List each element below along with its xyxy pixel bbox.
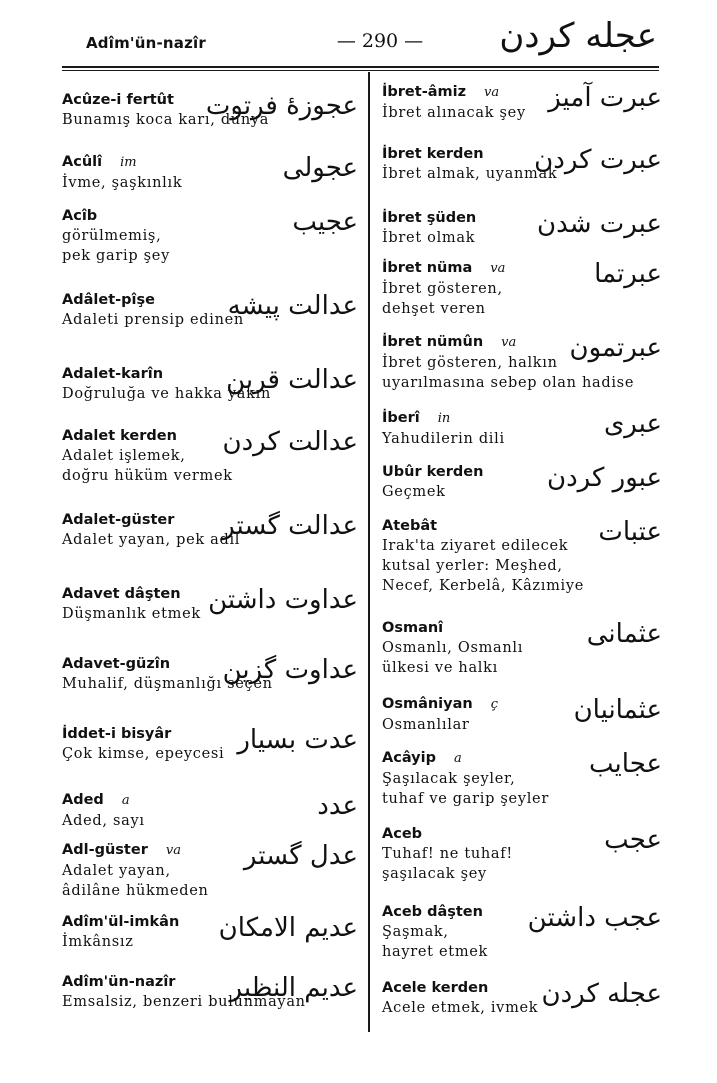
dictionary-entry: [382, 902, 662, 962]
entry-definition-line: Aded, sayı: [62, 813, 145, 829]
dictionary-entry: [382, 208, 662, 248]
headword-text: Osmâniyan: [382, 696, 473, 712]
entry-definition-line: İbret gösteren,: [382, 281, 503, 297]
headword-text: Atebât: [382, 518, 438, 534]
entry-definition-line: şaşılacak şey: [382, 866, 487, 882]
entry-definition-line: Acele etmek, ivmek: [382, 1000, 539, 1016]
dictionary-entry: [382, 462, 662, 502]
dictionary-entry: [62, 584, 362, 624]
headword-text: Osmanî: [382, 620, 444, 636]
part-of-speech: a: [453, 751, 462, 766]
headword-text: Adalet-güster: [62, 512, 175, 528]
arabic-script: عديم الامكان: [218, 913, 358, 943]
headword-text: Adavet-güzîn: [62, 656, 171, 672]
entry-definition-line: dehşet veren: [382, 301, 486, 317]
entry-definition-line: Adaleti prensip edinen: [62, 312, 244, 328]
headword-text: İbret nümûn: [382, 334, 484, 350]
headword-text: İddet-i bisyâr: [62, 726, 172, 742]
arabic-script: عجله كردن: [541, 979, 662, 1009]
arabic-script: عثمانيان: [573, 695, 662, 725]
entry-definition-line: kutsal yerler: Meşhed,: [382, 558, 563, 574]
dictionary-entry: [382, 332, 662, 393]
arabic-script: عدالت كردن: [222, 427, 358, 457]
entry-definition-line: İvme, şaşkınlık: [62, 175, 183, 191]
entry-definition-line: pek garip şey: [62, 248, 170, 264]
page-number: — 290 —: [336, 30, 424, 52]
arabic-script: عثمانى: [586, 619, 662, 649]
entry-definition-line: Adalet yayan, pek adil: [62, 532, 241, 548]
entry-definition-line: Yahudilerin dili: [382, 431, 505, 447]
headword-text: Aceb: [382, 826, 423, 842]
entry-definition-line: Adalet işlemek,: [62, 448, 186, 464]
dictionary-entry: [382, 824, 662, 884]
arabic-script: عجب: [604, 825, 662, 855]
headword-text: İbret nüma: [382, 260, 473, 276]
dictionary-entry: [62, 152, 362, 193]
headword-text: Adalet kerden: [62, 428, 177, 444]
dictionary-entry: [382, 694, 662, 735]
dictionary-entry: [382, 408, 662, 449]
dictionary-entry: [62, 654, 362, 694]
dictionary-entry: [62, 510, 362, 550]
headword-text: İbret şüden: [382, 210, 477, 226]
entry-definition-line: görülmemiş,: [62, 228, 162, 244]
column-divider: [368, 72, 370, 1032]
dictionary-entry: [62, 290, 362, 330]
arabic-script: عدت بسيار: [237, 725, 358, 755]
dictionary-entry: [62, 364, 362, 404]
part-of-speech: im: [120, 155, 137, 170]
entry-definition-line: Geçmek: [382, 484, 446, 500]
arabic-script: عدالت پيشه: [227, 291, 358, 321]
arabic-script: عبرى: [603, 409, 662, 439]
entry-definition-line: İbret gösteren, halkın: [382, 355, 558, 371]
entry-definition-line: Osmanlı, Osmanlı: [382, 640, 524, 656]
arabic-script: عدالت قرين: [226, 365, 358, 395]
entry-definition-line: Bunamış koca karı, dünya: [62, 112, 270, 128]
dictionary-entry: [382, 82, 662, 123]
headword-text: İbret-âmiz: [382, 84, 467, 100]
dictionary-entry: [382, 618, 662, 678]
arabic-catchword: عجله كردن: [499, 16, 657, 56]
entry-definition-line: İmkânsız: [62, 934, 134, 950]
entry-definition-line: İbret alınacak şey: [382, 105, 526, 121]
headword-text: Adâlet-pîşe: [62, 292, 155, 308]
part-of-speech: ç: [490, 697, 498, 712]
dictionary-entry: [382, 516, 662, 596]
dictionary-entry: [382, 144, 662, 184]
arabic-script: عبرت كردن: [534, 145, 662, 175]
arabic-script: عبرت آميز: [548, 83, 662, 113]
headword-text: Adîm'ül-imkân: [62, 914, 180, 930]
headword-text: Acele kerden: [382, 980, 489, 996]
arabic-script: عجوزۀ فرتوت: [205, 91, 358, 121]
entry-definition-line: doğru hüküm vermek: [62, 468, 233, 484]
arabic-script: عبرتمون: [569, 333, 662, 363]
headword-text: Adl-güster: [62, 842, 148, 858]
arabic-script: عتبات: [598, 517, 662, 547]
running-head: Adîm'ün-nazîr: [86, 34, 206, 52]
arabic-script: عجب داشتن: [527, 903, 662, 933]
entry-definition-line: Emsalsiz, benzeri bulunmayan: [62, 994, 306, 1010]
headword-text: Adîm'ün-nazîr: [62, 974, 176, 990]
dictionary-entry: [62, 972, 362, 1012]
dictionary-entry: [62, 840, 362, 901]
arabic-script: عدد: [317, 791, 358, 821]
header-rule: [62, 66, 659, 68]
arabic-script: عدالت گستر: [222, 511, 358, 541]
entry-definition-line: Tuhaf! ne tuhaf!: [382, 846, 513, 862]
part-of-speech: in: [437, 411, 451, 426]
dictionary-entry: [62, 912, 362, 952]
arabic-script: عجيب: [292, 207, 358, 237]
entry-definition-line: Düşmanlık etmek: [62, 606, 201, 622]
headword-text: Acâyip: [382, 750, 436, 766]
dictionary-entry: [62, 426, 362, 486]
dictionary-entry: [62, 90, 362, 130]
dictionary-entry: [382, 978, 662, 1018]
part-of-speech: va: [490, 261, 506, 276]
part-of-speech: va: [484, 85, 500, 100]
entry-definition-line: Adalet yayan,: [62, 863, 171, 879]
dictionary-entry: [62, 206, 362, 266]
entry-definition-line: tuhaf ve garip şeyler: [382, 791, 549, 807]
headword-text: Aceb dâşten: [382, 904, 483, 920]
part-of-speech: va: [501, 335, 517, 350]
arabic-script: عدل گستر: [243, 841, 358, 871]
arabic-script: عجولى: [282, 153, 358, 183]
dictionary-entry: [382, 258, 662, 319]
arabic-script: عداوت گزين: [222, 655, 358, 685]
arabic-script: عداوت داشتن: [208, 585, 358, 615]
entry-definition-line: Muhalif, düşmanlığı seçen: [62, 676, 273, 692]
headword-text: İberî: [382, 410, 420, 426]
dictionary-entry: [62, 790, 362, 831]
entry-definition-line: Necef, Kerbelâ, Kâzımiye: [382, 578, 585, 594]
headword-text: Adalet-karîn: [62, 366, 164, 382]
headword-text: Adavet dâşten: [62, 586, 181, 602]
headword-text: İbret kerden: [382, 146, 484, 162]
dictionary-entry: [382, 748, 662, 809]
entry-definition-line: Şaşmak,: [382, 924, 449, 940]
entry-definition-line: âdilâne hükmeden: [62, 883, 209, 899]
arabic-script: عبرتما: [594, 259, 662, 289]
entry-definition-line: Doğruluğa ve hakka yakın: [62, 386, 272, 402]
entry-definition-line: ülkesi ve halkı: [382, 660, 498, 676]
dictionary-entry: [62, 724, 362, 764]
headword-text: Aded: [62, 792, 104, 808]
arabic-script: عديم النظير: [229, 973, 358, 1003]
entry-definition-line: İbret almak, uyanmak: [382, 166, 558, 182]
entry-definition-line: Irak'ta ziyaret edilecek: [382, 538, 569, 554]
arabic-script: عبرت شدن: [537, 209, 662, 239]
entry-definition-line: hayret etmek: [382, 944, 489, 960]
part-of-speech: a: [121, 793, 130, 808]
arabic-script: عبور كردن: [546, 463, 662, 493]
header-rule-thin: [62, 70, 659, 71]
headword-text: Acûze-i fertût: [62, 92, 174, 108]
entry-definition-line: uyarılmasına sebep olan hadise: [382, 375, 635, 391]
headword-text: Acûlî: [62, 154, 103, 170]
entry-definition-line: İbret olmak: [382, 230, 476, 246]
headword-text: Ubûr kerden: [382, 464, 484, 480]
part-of-speech: va: [165, 843, 181, 858]
entry-definition-line: Osmanlılar: [382, 717, 470, 733]
arabic-script: عجايب: [589, 749, 662, 779]
headword-text: Acîb: [62, 208, 98, 224]
entry-definition-line: Çok kimse, epeycesi: [62, 746, 225, 762]
entry-definition-line: Şaşılacak şeyler,: [382, 771, 516, 787]
